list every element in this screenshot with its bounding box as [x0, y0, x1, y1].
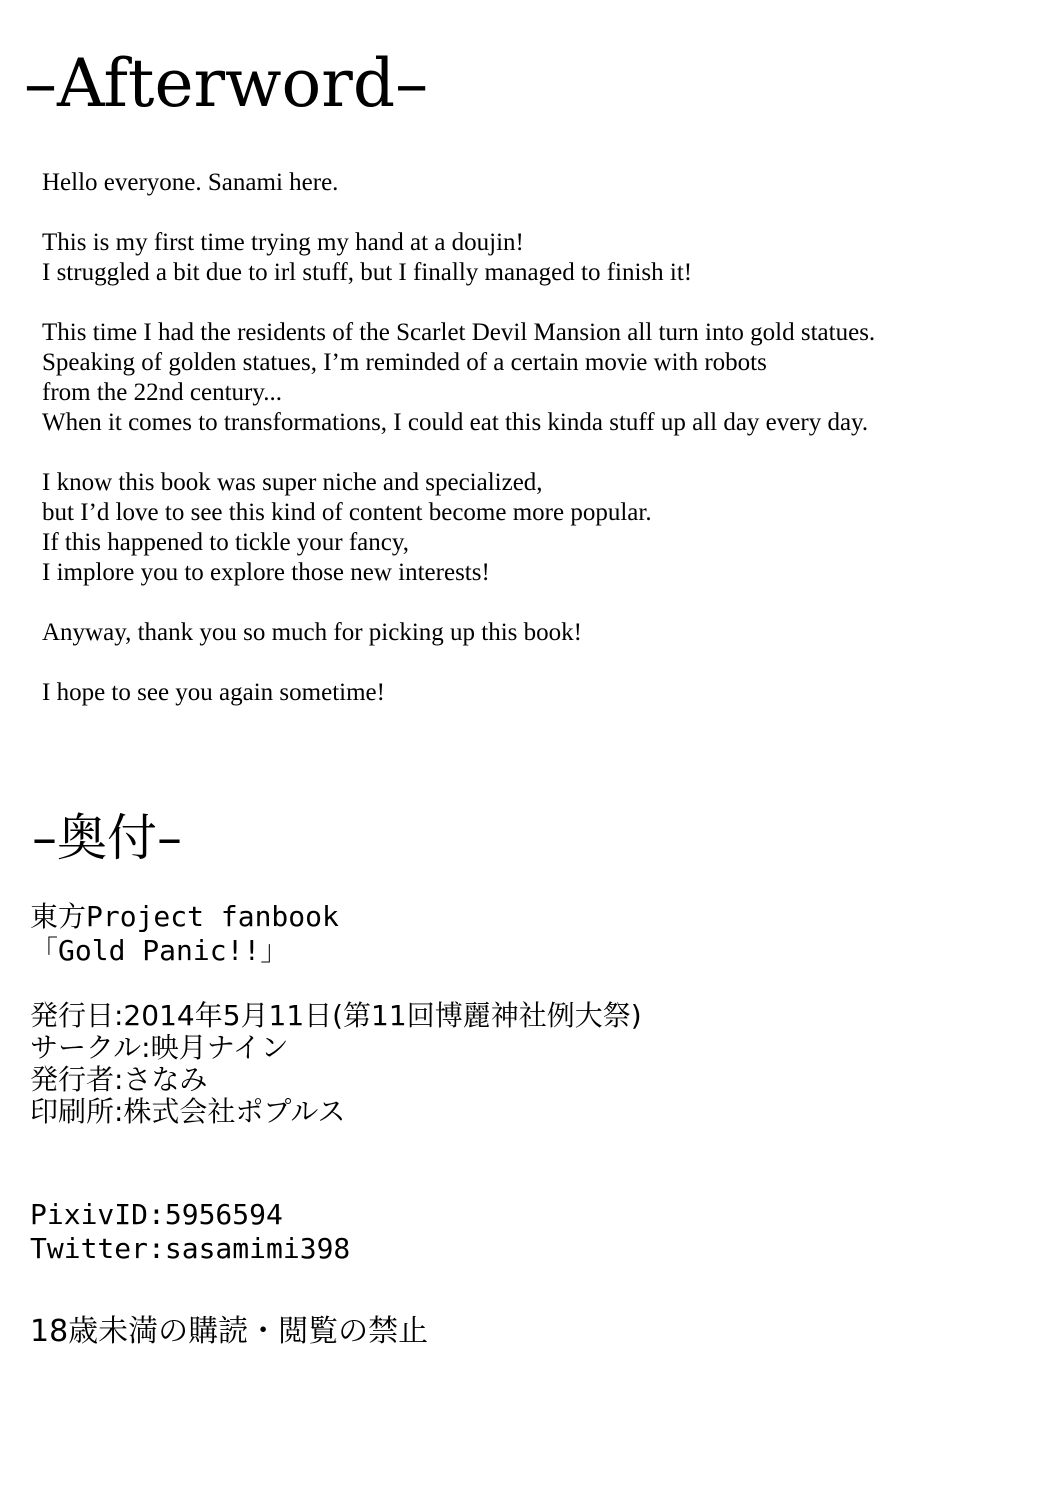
contact-info [30, 1198, 350, 1266]
publication-info [30, 1000, 642, 1128]
text-line: Speaking of golden statues, I’m reminded of a certain movie with robots [42, 349, 767, 376]
age-restriction-notice [30, 1312, 428, 1352]
text-line: I implore you to explore those new interests! [42, 559, 490, 586]
text-line: I know this book was super niche and specialized, [42, 469, 543, 496]
text-line: from the 22nd century... [42, 379, 282, 406]
text-line: I hope to see you again sometime! [42, 679, 385, 706]
pixiv-id: PixivID:5956594 [30, 1198, 283, 1231]
paragraph-first-doujin [42, 228, 1002, 288]
text-line: Anyway, thank you so much for picking up this book! [42, 619, 582, 646]
twitter-handle: Twitter:sasamimi398 [30, 1232, 351, 1265]
paragraph-greeting [42, 168, 1002, 198]
publisher-name: 発行者:さなみ [30, 1063, 208, 1096]
circle-name: サークル:映月ナイン [30, 1031, 289, 1064]
text-line: but I’d love to see this kind of content become more popular. [42, 499, 652, 526]
text-line: If this happened to tickle your fancy, [42, 529, 410, 556]
colophon-title: –奥付– [32, 809, 182, 867]
printer-name: 印刷所:株式会社ポプルス [30, 1095, 346, 1128]
publication-date: 発行日:2014年5月11日(第11回博麗神社例大祭) [30, 999, 642, 1032]
paragraph-niche [42, 468, 1002, 588]
book-name: 「Gold Panic!!」 [30, 934, 289, 967]
book-info [30, 900, 339, 968]
text-line: This time I had the residents of the Scarlet Devil Mansion all turn into gold statues. [42, 319, 876, 346]
afterword-body [42, 168, 1002, 738]
text-line: I struggled a bit due to irl stuff, but I finally managed to finish it! [42, 259, 693, 286]
text-line: This is my first time trying my hand at a doujin! [42, 229, 524, 256]
paragraph-gold-statues [42, 318, 1002, 438]
notice-text: 18歳未満の購読・閲覧の禁止 [30, 1314, 429, 1349]
paragraph-thanks [42, 618, 1002, 648]
text-line: Hello everyone. Sanami here. [42, 169, 339, 196]
book-series: 東方Project fanbook [30, 900, 339, 933]
paragraph-farewell [42, 678, 1002, 708]
afterword-title: –Afterword– [24, 45, 429, 122]
text-line: When it comes to transformations, I could eat this kinda stuff up all day every day. [42, 409, 869, 436]
